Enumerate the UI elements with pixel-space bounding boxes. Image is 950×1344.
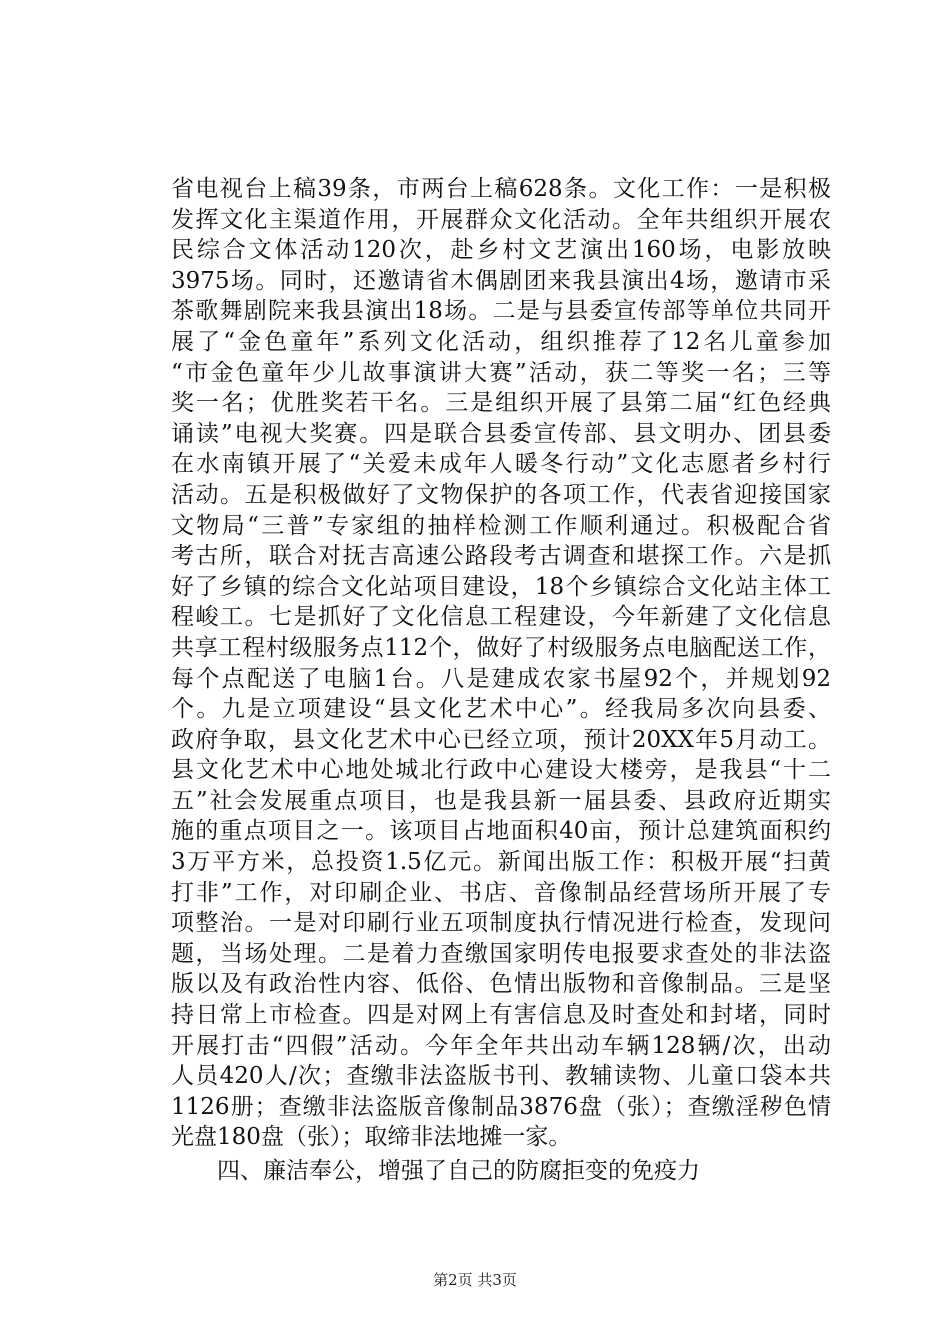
paragraph-line: 1126册；查缴非法盗版音像制品3876盘（张）；查缴淫秽色情 [171,1093,831,1120]
paragraph-line: 文物局“三普”专家组的抽样检测工作顺利通过。积极配合省 [171,512,831,539]
paragraph-line: 好了乡镇的综合文化站项目建设，18个乡镇综合文化站主体工 [171,573,831,600]
paragraph-line: 政府争取，县文化艺术中心已经立项，预计20XX年5月动工。 [171,726,831,753]
paragraph-line: 省电视台上稿39条，市两台上稿628条。文化工作：一是积极 [171,176,831,202]
paragraph-line: “市金色童年少儿故事演讲大赛”活动，获二等奖一名；三等 [171,359,831,386]
paragraph-line: 打非”工作，对印刷企业、书店、音像制品经营场所开展了专 [171,879,831,906]
paragraph-line: 奖一名；优胜奖若干名。三是组织开展了县第二届“红色经典 [171,390,831,417]
paragraph-line: 施的重点项目之一。该项目占地面积40亩，预计总建筑面积约 [171,818,831,845]
paragraph-line: 诵读”电视大奖赛。四是联合县委宣传部、县文明办、团县委 [171,420,831,447]
section-heading: 四、廉洁奉公，增强了自己的防腐拒变的免疫力 [217,1158,700,1184]
paragraph-line: 五”社会发展重点项目，也是我县新一届县委、县政府近期实 [171,787,831,814]
paragraph-line: 人员420人/次；查缴非法盗版书刊、教辅读物、儿童口袋本共 [171,1063,831,1090]
paragraph-line: 茶歌舞剧院来我县演出18场。二是与县委宣传部等单位共同开 [171,298,831,325]
page-footer: 第2页 共3页 [433,1271,517,1289]
paragraph-line: 3975场。同时，还邀请省木偶剧团来我县演出4场，邀请市采 [171,267,831,294]
paragraph-line: 题，当场处理。二是着力查缴国家明传电报要求查处的非法盗 [171,940,831,967]
paragraph-line: 民综合文体活动120次，赴乡村文艺演出160场，电影放映 [171,237,831,264]
paragraph-line: 版以及有政治性内容、低俗、色情出版物和音像制品。三是坚 [171,971,831,998]
paragraph-line: 个。九是立项建设“县文化艺术中心”。经我局多次向县委、 [171,696,831,723]
paragraph-line: 活动。五是积极做好了文物保护的各项工作，代表省迎接国家 [171,481,831,508]
body-paragraph [171,174,831,1153]
paragraph-line: 共享工程村级服务点112个，做好了村级服务点电脑配送工作， [171,634,831,661]
paragraph-line: 光盘180盘（张）；取缔非法地摊一家。 [171,1124,572,1151]
paragraph-line: 考古所，联合对抚吉高速公路段考古调查和堪探工作。六是抓 [171,543,831,570]
paragraph-line: 持日常上市检查。四是对网上有害信息及时查处和封堵，同时 [171,1002,831,1029]
paragraph-line: 发挥文化主渠道作用，开展群众文化活动。全年共组织开展农 [171,206,831,233]
paragraph-line: 展了“金色童年”系列文化活动，组织推荐了12名儿童参加 [171,328,831,355]
paragraph-line: 县文化艺术中心地处城北行政中心建设大楼旁，是我县“十二 [171,757,831,784]
paragraph-line: 程峻工。七是抓好了文化信息工程建设，今年新建了文化信息 [171,604,831,631]
paragraph-line: 项整治。一是对印刷行业五项制度执行情况进行检查，发现问 [171,910,831,937]
paragraph-line: 每个点配送了电脑1台。八是建成农家书屋92个，并规划92 [171,665,831,692]
paragraph-line: 开展打击“四假”活动。今年全年共出动车辆128辆/次，出动 [171,1032,831,1059]
paragraph-line: 3万平方米，总投资1.5亿元。新闻出版工作：积极开展“扫黄 [171,849,831,876]
paragraph-line: 在水南镇开展了“关爱未成年人暖冬行动”文化志愿者乡村行 [171,451,831,478]
